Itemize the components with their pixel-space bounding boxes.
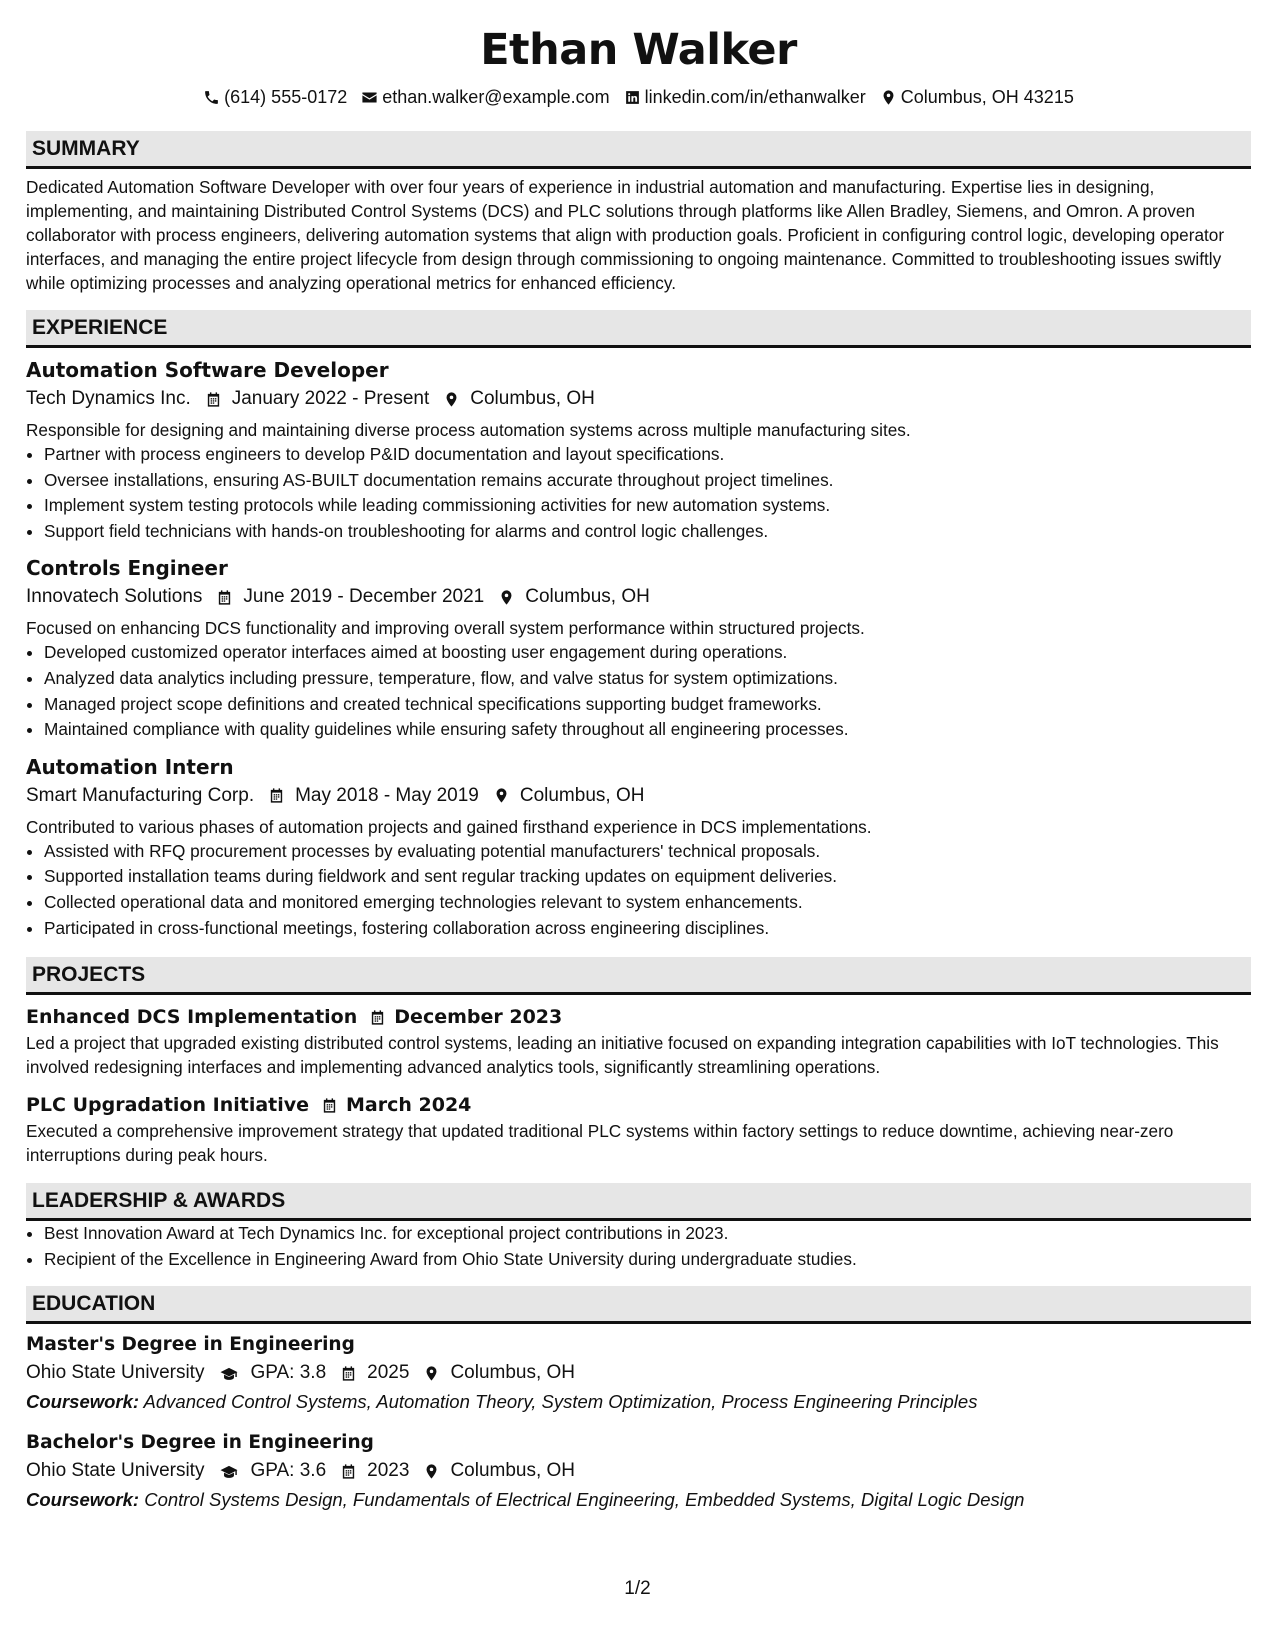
school-location: Columbus, OH <box>450 1362 576 1384</box>
calendar-icon <box>205 391 222 408</box>
contact-phone[interactable] <box>203 87 347 108</box>
envelope-icon <box>361 89 378 106</box>
job-location: Columbus, OH <box>519 784 645 806</box>
section-heading-education: EDUCATION <box>26 1286 1251 1324</box>
job-dates: June 2019 - December 2021 <box>243 586 485 608</box>
list-item: • Developed customized operator interfaces aimed at boosting user engagement during operations. <box>44 640 1251 666</box>
candidate-name: Ethan Walker <box>480 25 797 75</box>
graduation-cap-icon <box>218 1365 240 1382</box>
job-meta <box>26 781 1251 811</box>
calendar-icon <box>369 1009 386 1026</box>
job-description: Focused on enhancing DCS functionality and improving overall system performance within structured projects. <box>26 618 865 639</box>
list-item: • Implement system testing protocols while leading commissioning activities for new automation systems. <box>44 493 1251 519</box>
coursework-label: Coursework: <box>26 1391 140 1413</box>
page-number: 1/2 <box>624 1578 651 1599</box>
phone-text: (614) 555-0172 <box>224 86 348 107</box>
company-name: Smart Manufacturing Corp. <box>26 784 255 806</box>
job-description: Contributed to various phases of automation projects and gained firsthand experience in DCS implementations. <box>26 816 872 837</box>
company-name: Innovatech Solutions <box>26 586 203 608</box>
section-heading-summary: SUMMARY <box>26 131 1251 169</box>
job-dates: May 2018 - May 2019 <box>295 784 479 806</box>
calendar-icon <box>268 787 285 804</box>
job-bullets <box>26 640 1251 742</box>
calendar-icon <box>340 1463 357 1480</box>
list-item: • Collected operational data and monitored emerging technologies relevant to system enhancements. <box>44 890 1251 916</box>
job-title: Automation Intern <box>26 754 234 779</box>
education-meta <box>26 1358 1251 1388</box>
list-item: • Maintained compliance with quality guidelines while ensuring safety throughout all engineering processes. <box>44 717 1251 743</box>
school-location: Columbus, OH <box>450 1460 576 1482</box>
list-item: • Assisted with RFQ procurement processes by evaluating potential manufacturers' technical proposals. <box>44 839 1251 865</box>
awards-list <box>26 1221 1251 1272</box>
job-entry <box>26 356 1251 544</box>
list-item: • Managed project scope definitions and created technical specifications supporting budget frameworks. <box>44 692 1251 718</box>
summary-text: Dedicated Automation Software Developer with over four years of experience in industrial automation and manufacturing. Expertise lies in designing, implementing, and maintaining Distributed Control Systems (DCS) and PLC solutions through platforms like Allen Bradley, Siemens, and Omron. A proven collaborator with process engineers, delivering automation systems that align with production goals. Proficient in configuring control logic, developing operator interfaces, and managing the entire project lifecycle from design through commissioning to ongoing maintenance. Committed to troubleshooting issues swiftly while optimizing processes and analyzing operational metrics for enhanced efficiency. <box>26 177 1225 293</box>
project-entry <box>26 1091 1251 1167</box>
list-item: • Participated in cross-functional meetings, fostering collaboration across engineering disciplines. <box>44 916 1251 942</box>
school-name: Ohio State University <box>26 1362 205 1384</box>
degree-title: Bachelor's Degree in Engineering <box>26 1432 374 1454</box>
project-title: Enhanced DCS Implementation <box>26 1006 358 1029</box>
education-entry <box>26 1332 1251 1416</box>
project-date: December 2023 <box>394 1006 563 1029</box>
education-meta <box>26 1456 1251 1486</box>
list-item: • Best Innovation Award at Tech Dynamics Inc. for exceptional project contributions in 2023. <box>44 1221 1251 1247</box>
map-pin-icon <box>423 1365 440 1382</box>
gpa: GPA: 3.8 <box>250 1362 327 1384</box>
coursework-list: Advanced Control Systems, Automation Theory, System Optimization, Process Engineering Principles <box>143 1391 978 1413</box>
contact-email[interactable] <box>361 87 609 108</box>
list-item: • Analyzed data analytics including pressure, temperature, flow, and valve status for system optimizations. <box>44 666 1251 692</box>
grad-year: 2025 <box>367 1362 410 1384</box>
list-item: • Recipient of the Excellence in Engineering Award from Ohio State University during undergraduate studies. <box>44 1247 1251 1273</box>
calendar-icon <box>216 589 233 606</box>
gpa: GPA: 3.6 <box>250 1460 327 1482</box>
resume-page <box>26 22 1251 1514</box>
section-heading-projects: PROJECTS <box>26 957 1251 995</box>
coursework-list: Control Systems Design, Fundamentals of Electrical Engineering, Embedded Systems, Digital Logic Design <box>144 1489 1025 1511</box>
section-heading-leadership: LEADERSHIP & AWARDS <box>26 1183 1251 1221</box>
degree-title: Master's Degree in Engineering <box>26 1334 355 1356</box>
school-name: Ohio State University <box>26 1460 205 1482</box>
section-heading-experience: EXPERIENCE <box>26 310 1251 348</box>
list-item: • Partner with process engineers to develop P&ID documentation and layout specifications. <box>44 442 1251 468</box>
linkedin-text: linkedin.com/in/ethanwalker <box>644 86 866 107</box>
company-name: Tech Dynamics Inc. <box>26 388 191 409</box>
map-pin-icon <box>423 1463 440 1480</box>
education-entry <box>26 1430 1251 1514</box>
map-pin-icon <box>493 787 510 804</box>
grad-year: 2023 <box>367 1460 410 1482</box>
contact-location <box>880 87 1074 108</box>
location-text: Columbus, OH 43215 <box>900 86 1074 107</box>
list-item: • Supported installation teams during fieldwork and sent regular tracking updates on equipment deliveries. <box>44 864 1251 890</box>
calendar-icon <box>321 1097 338 1114</box>
linkedin-icon <box>624 89 641 106</box>
job-title: Automation Software Developer <box>26 358 389 382</box>
project-description: Led a project that upgraded existing distributed control systems, leading an initiative focused on expanding integration capabilities with IoT technologies. This involved redesigning interfaces and implementing advanced analytics tools, significantly streamlining operations. <box>26 1033 1219 1078</box>
list-item: • Oversee installations, ensuring AS-BUILT documentation remains accurate throughout project timelines. <box>44 468 1251 494</box>
project-title: PLC Upgradation Initiative <box>26 1094 310 1117</box>
calendar-icon <box>340 1365 357 1382</box>
map-pin-icon <box>498 589 515 606</box>
contact-linkedin[interactable] <box>624 87 866 108</box>
job-bullets <box>26 442 1251 544</box>
project-entry <box>26 1003 1251 1079</box>
email-text: ethan.walker@example.com <box>382 86 610 107</box>
project-date: March 2024 <box>346 1094 472 1117</box>
job-dates: January 2022 - Present <box>231 388 430 409</box>
list-item: • Support field technicians with hands-on troubleshooting for alarms and control logic challenges. <box>44 519 1251 545</box>
project-description: Executed a comprehensive improvement strategy that updated traditional PLC systems within factory settings to reduce downtime, achieving near-zero interruptions during peak hours. <box>26 1121 1174 1166</box>
graduation-cap-icon <box>218 1463 240 1480</box>
map-pin-icon <box>880 89 897 106</box>
job-meta <box>26 582 1251 612</box>
job-location: Columbus, OH <box>470 388 595 409</box>
map-pin-icon <box>443 391 460 408</box>
job-location: Columbus, OH <box>525 586 650 608</box>
job-entry <box>26 554 1251 742</box>
job-bullets <box>26 839 1251 941</box>
phone-icon <box>203 89 220 106</box>
job-description: Responsible for designing and maintaining diverse process automation systems across multiple manufacturing sites. <box>26 420 911 440</box>
job-meta <box>26 384 1251 414</box>
contact-bar <box>26 84 1251 110</box>
coursework <box>26 1486 1251 1514</box>
coursework-label: Coursework: <box>26 1489 140 1511</box>
coursework <box>26 1388 1251 1416</box>
job-entry <box>26 753 1251 941</box>
job-title: Controls Engineer <box>26 556 228 581</box>
